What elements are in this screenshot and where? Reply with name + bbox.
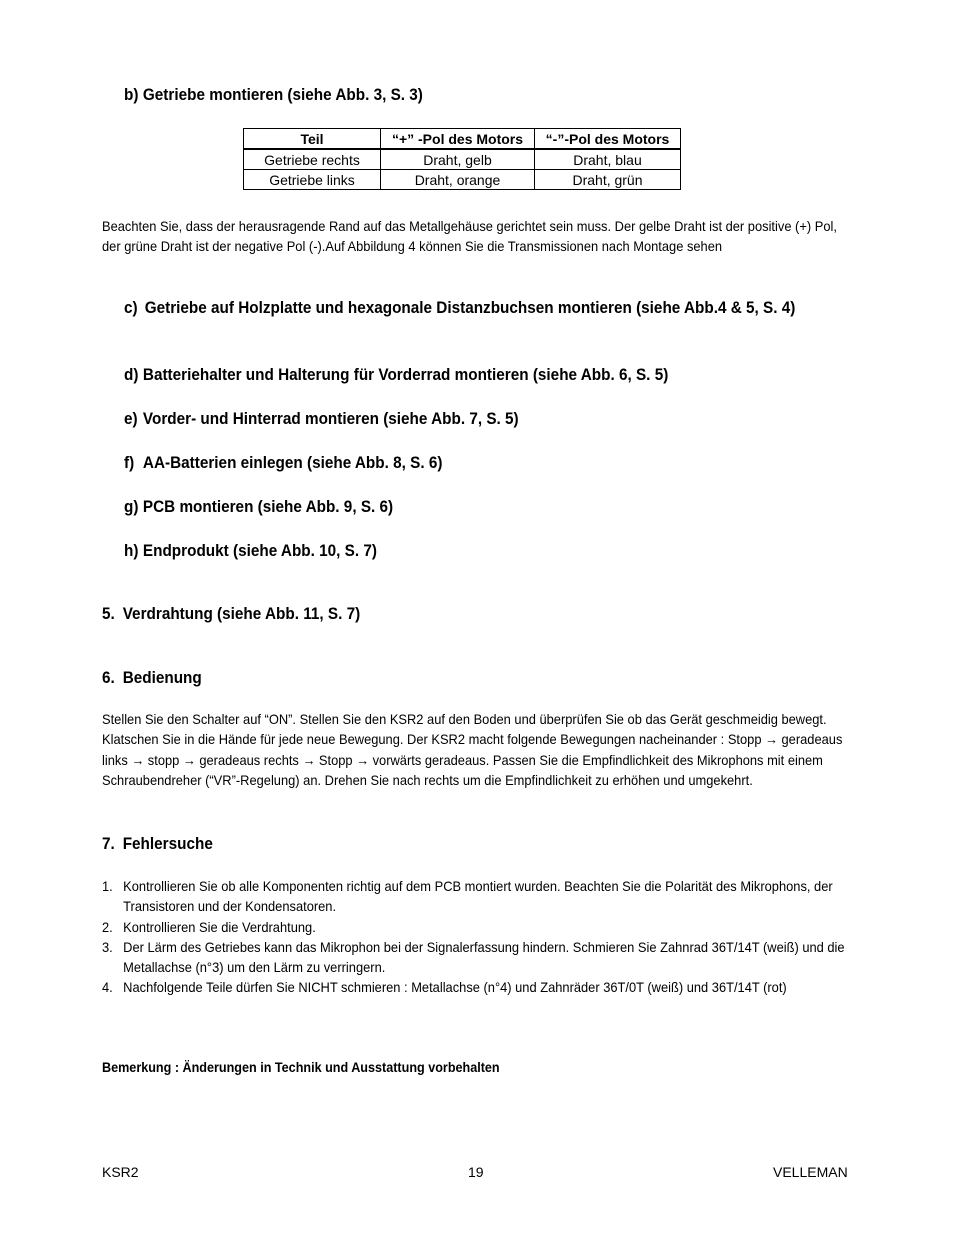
- section-title: Bedienung: [122, 668, 202, 687]
- wiring-note-paragraph: Beachten Sie, dass der herausragende Rand auf das Metallgehäuse gerichtet sein muss. Der gelbe Draht ist der positive (+) Pol, der grüne Draht ist der negative Pol (-).Auf Abbildung 4 können Sie die Transmissionen nach Montage sehen: [102, 218, 837, 255]
- table-cell: Getriebe rechts: [244, 149, 381, 170]
- table-cell: Draht, blau: [535, 149, 681, 170]
- motor-wiring-table: [243, 128, 681, 190]
- subsection-title: Vorder- und Hinterrad montieren (siehe Abb. 7, S. 5): [142, 409, 519, 428]
- section-heading-7: [102, 832, 213, 856]
- subsection-title: AA-Batterien einlegen (siehe Abb. 8, S. 6): [142, 453, 443, 472]
- subsection-heading-d: [124, 363, 668, 387]
- list-item-number: 3.: [102, 938, 113, 955]
- list-item-number: 2.: [102, 918, 113, 935]
- table-cell: Getriebe links: [244, 170, 381, 190]
- table-row: [244, 149, 681, 170]
- list-item-text: Nachfolgende Teile dürfen Sie NICHT schmieren : Metallachse (n°4) und Zahnräder 36T/0T (weiß) und 36T/14T (rot): [123, 979, 787, 996]
- list-item-number: 1.: [102, 878, 113, 894]
- subsection-title: PCB montieren (siehe Abb. 9, S. 6): [142, 497, 394, 516]
- subsection-title: Getriebe auf Holzplatte und hexagonale Distanzbuchsen montieren (siehe Abb.4 & 5, S. 4): [144, 298, 796, 317]
- list-item: [102, 977, 852, 997]
- list-item-text: Kontrollieren Sie die Verdrahtung.: [123, 918, 316, 935]
- subsection-heading-b: [124, 83, 423, 107]
- section-heading-5: [102, 602, 360, 626]
- subsection-label: b): [124, 85, 139, 104]
- operation-paragraph: Stellen Sie den Schalter auf “ON”. Stellen Sie den KSR2 auf den Boden und überprüfen Sie ob das Gerät geschmeidig bewegt. Klatschen Sie in die Hände für jede neue Bewegung. Der KSR2 macht folgende Bewegungen nacheinander : Stopp → geradeaus links → stopp → geradeaus rechts → Stopp → vorwärts geradeaus. Passen Sie die Empfindlichkeit des Mikrophons mit einem Schraubendreher (“VR”-Regelung) an. Drehen Sie nach rechts um die Empfindlichkeit zu erhöhen und umgekehrt.: [102, 711, 843, 788]
- subsection-title: Endprodukt (siehe Abb. 10, S. 7): [142, 541, 377, 560]
- footer-page-number: 19: [468, 1164, 484, 1180]
- table-header-cell: Teil: [244, 129, 381, 150]
- subsection-label: e): [124, 409, 138, 428]
- section-title: Fehlersuche: [122, 834, 213, 853]
- remark-note: Bemerkung : Änderungen in Technik und Ausstattung vorbehalten: [102, 1059, 500, 1075]
- table-header-cell: “+” -Pol des Motors: [381, 129, 535, 150]
- subsection-title: Batteriehalter und Halterung für Vorderrad montieren (siehe Abb. 6, S. 5): [142, 365, 669, 384]
- list-item: [102, 876, 852, 917]
- list-item-text: Der Lärm des Getriebes kann das Mikrophon bei der Signalerfassung hindern. Schmieren Sie Zahnrad 36T/14T (weiß) und die Metallachse (n°3) um den Lärm zu verringern.: [123, 938, 845, 976]
- table-cell: Draht, grün: [535, 170, 681, 190]
- table-row: [244, 170, 681, 190]
- footer-model: KSR2: [102, 1164, 139, 1180]
- section-title: Verdrahtung (siehe Abb. 11, S. 7): [122, 604, 361, 623]
- table-cell: Draht, gelb: [381, 149, 535, 170]
- subsection-title: Getriebe montieren (siehe Abb. 3, S. 3): [142, 85, 423, 104]
- section-heading-6: [102, 666, 202, 690]
- subsection-heading-f: [124, 451, 442, 475]
- list-item: [102, 917, 852, 937]
- list-item-number: 4.: [102, 979, 113, 996]
- table-header-row: [244, 129, 681, 150]
- troubleshooting-list: [102, 876, 852, 998]
- subsection-heading-e: [124, 407, 519, 431]
- table-header-cell: “-”-Pol des Motors: [535, 129, 681, 150]
- footer-brand: VELLEMAN: [773, 1164, 848, 1180]
- subsection-heading-c: [124, 296, 871, 320]
- section-number: 7.: [102, 834, 115, 853]
- subsection-heading-g: [124, 495, 393, 519]
- subsection-label: g): [124, 497, 139, 516]
- list-item-text: Kontrollieren Sie ob alle Komponenten richtig auf dem PCB montiert wurden. Beachten Sie die Polarität des Mikrophons, der Transistoren und der Kondensatoren.: [123, 878, 833, 915]
- subsection-label: h): [124, 541, 139, 560]
- subsection-label: d): [124, 365, 139, 384]
- subsection-label: f): [124, 453, 135, 472]
- table-cell: Draht, orange: [381, 170, 535, 190]
- subsection-label: c): [124, 298, 138, 317]
- section-number: 5.: [102, 604, 115, 623]
- subsection-heading-h: [124, 539, 377, 563]
- section-number: 6.: [102, 668, 115, 687]
- list-item: [102, 937, 852, 978]
